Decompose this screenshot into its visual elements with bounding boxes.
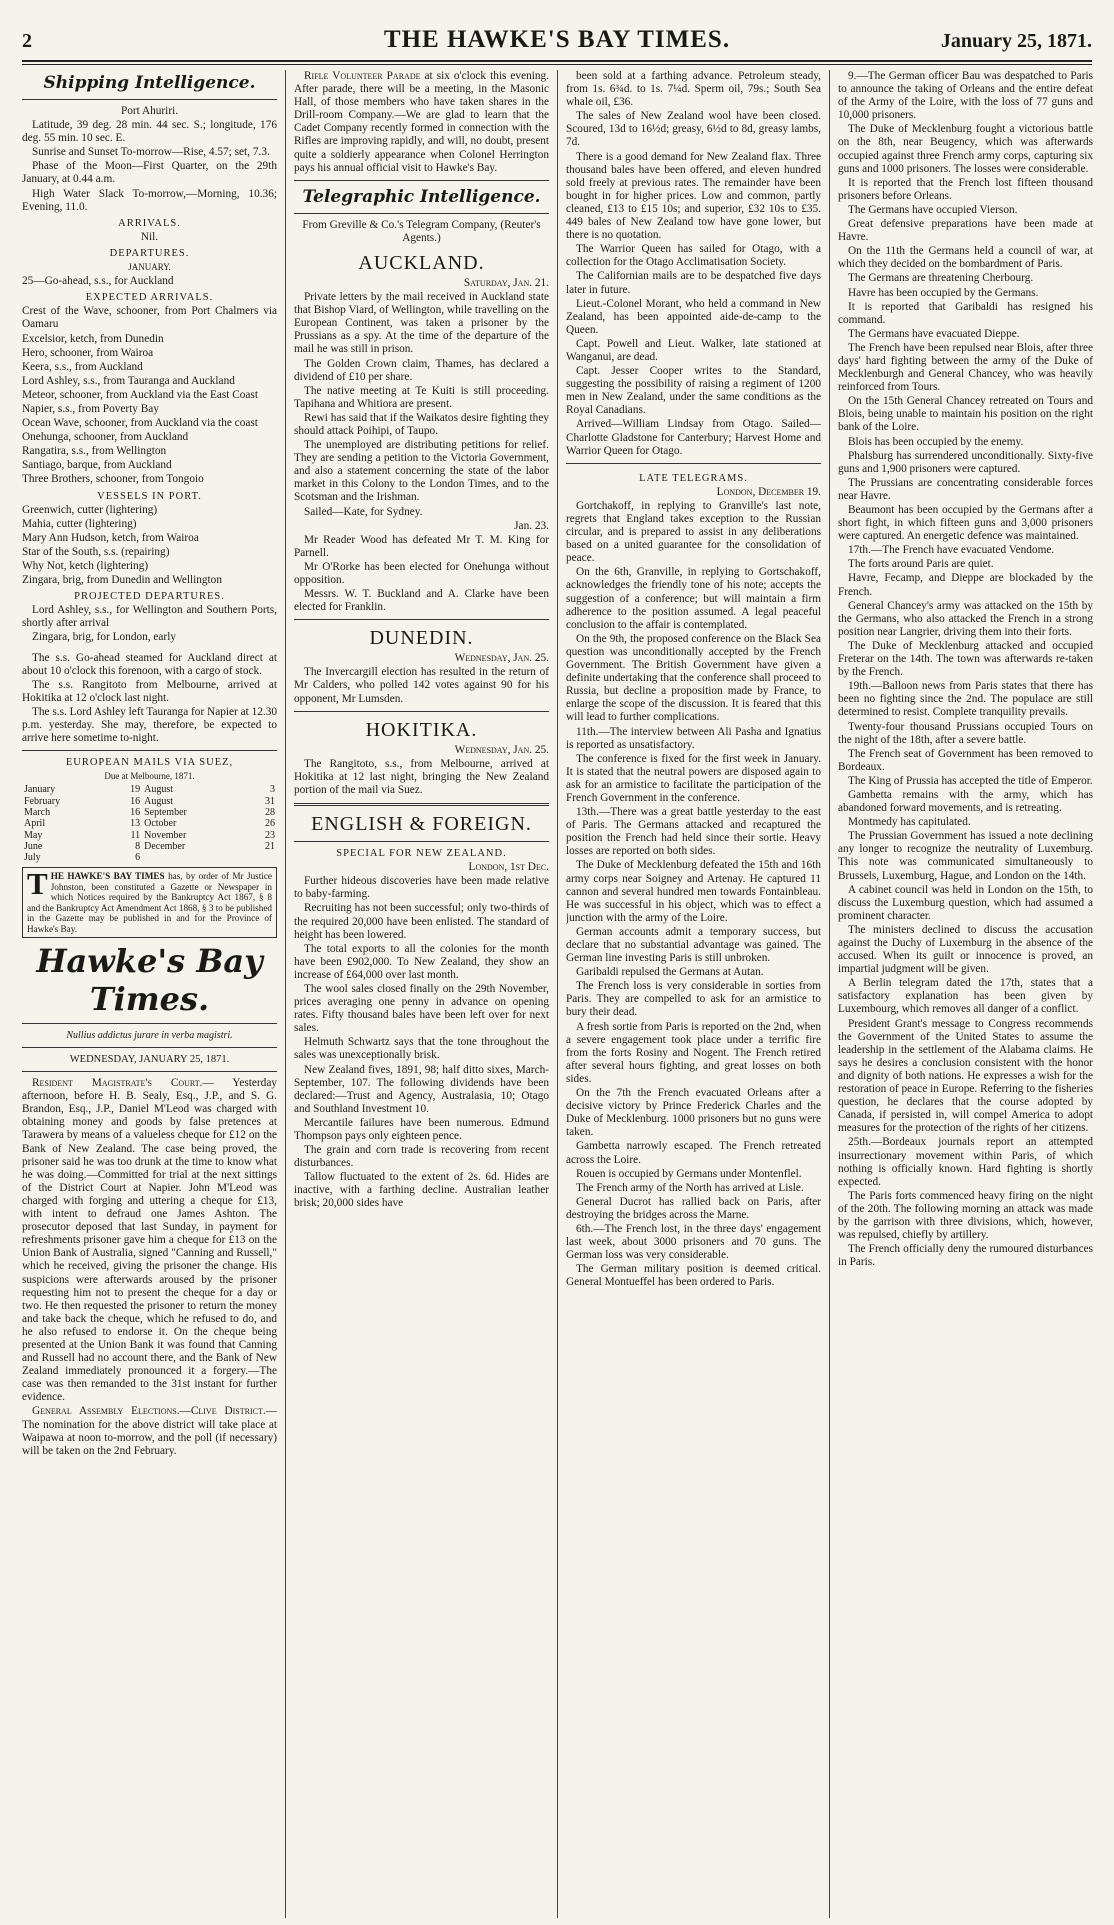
mails-table [22,784,277,863]
auckland-paragraphs-2 [294,534,549,615]
auckland-paragraph: Sailed—Kate, for Sydney. [304,505,423,518]
notice-heading: HE HAWKE'S BAY TIMES [50,871,165,882]
shipping-note: The s.s. Go-ahead steamed for Auckland direct at about 10 o'clock this forenoon, with a cargo of stock. [22,651,277,677]
page-header [22,26,1092,56]
header-date: January 25, 1871. [940,30,1092,52]
auckland-paragraph: Private letters by the mail received in Auckland state that Bishop Viard, of Wellington, while travelling on the European Continent, was taken a prisoner by the Prussians as a spy. At the time of the departure of the mail he was still in prison. [294,291,549,356]
war-news-paragraph: General Chancey's army was attacked on the 15th by the Germans, who also attacked the French in a strong position near Langrier, driving them into their forts. [838,599,1093,638]
commercial-paragraph: Arrived—William Lindsay from Otago. Sailed—Charlotte Gladstone for Canterbury; Harvest Home and Warrior Queen for Otago. [566,418,821,457]
assembly-lead: General Assembly Elections.—Clive District.— [32,1405,277,1418]
commercial-paragraph: Capt. Powell and Lieut. Walker, late stationed at Wanganui, are dead. [566,337,821,363]
mail-month: August [144,795,173,807]
late-telegram-paragraph: General Ducrot has rallied back on Paris, after destroying the bridges across the Marne. [566,1195,821,1221]
auckland-paragraph: The native meeting at Te Kuiti is still proceeding. Tapihana and Whitiora are present. [294,384,549,410]
rifle-article [294,70,549,175]
mail-day: 3 [270,784,275,796]
late-telegram-paragraphs [566,500,821,1290]
column-3 [566,70,821,1918]
war-news-paragraph: The Germans have occupied Vierson. [848,203,1018,216]
dunedin-heading: DUNEDIN. [369,627,474,650]
column-2 [294,70,549,1918]
hokitika-heading: HOKITIKA. [365,718,478,741]
page-number: 2 [22,30,32,52]
projected-list [22,604,277,644]
expected-item: Napier, s.s., from Poverty Bay [22,402,159,415]
mails-heading: EUROPEAN MAILS VIA SUEZ, [65,757,234,769]
port-name: Port Ahuriri. [120,105,179,117]
expected-item: Meteor, schooner, from Auckland via the East Coast [22,388,258,401]
dunedin-date: Wednesday, Jan. 25. [454,652,549,665]
mail-day: 21 [265,840,275,852]
projected-item: Lord Ashley, s.s., for Wellington and Southern Ports, shortly after arrival [22,604,277,630]
war-news-paragraph: It is reported that Garibaldi has resigned his command. [838,300,1093,326]
commercial-paragraphs [566,70,821,458]
telegraphic-heading: Telegraphic Intelligence. [302,186,541,207]
mail-day: 23 [265,829,275,841]
war-news-paragraph: Montmedy has capitulated. [848,816,971,829]
mail-day: 6 [135,852,141,864]
war-news-paragraph: It is reported that the French lost fifteen thousand prisoners before Orleans. [838,176,1093,202]
late-telegram-paragraph: Gortchakoff, in replying to Granville's last note, regrets that England takes exception to the Russian circular, and is prepared to assist in any deliberations based on a united guarantee for the consolidation of peace. [566,499,821,565]
ef-paragraph: Helmuth Schwartz says that the tone throughout the sales was unexceptionally brisk. [294,1036,549,1062]
shipping-notes [22,652,277,746]
english-foreign-heading: ENGLISH & FOREIGN. [311,813,532,836]
mail-day: 11 [130,829,141,841]
departures-heading: DEPARTURES. [109,247,190,259]
mail-day: 13 [130,818,141,830]
mail-day: 28 [265,807,275,818]
ef-paragraph: Recruiting has not been successful; only two-thirds of the required 20,000 have been enlisted. The standard of height has been lowered. [294,902,549,941]
masthead: Hawke's Bay Times. [36,941,263,1018]
special-heading: SPECIAL FOR NEW ZEALAND. [336,848,507,860]
war-news-paragraph: President Grant's message to Congress recommends the Government of the United States to assume the leadership in the settlement of the Alabama claims. He says he desires a conclusion consistent with the honor and dignity of both nations. He expresses a wish for the restoration of peace in Europe. Referring to the fisheries question, he declares that the course adopted by Canada, if persisted in, will compel America to adopt measures for the protection of the rights of her citizens. [838,1017,1093,1135]
expected-heading: EXPECTED ARRIVALS. [85,292,214,304]
late-telegram-paragraph: A fresh sortie from Paris is reported on the 2nd, when a severe engagement took place under a terrific fire from the forts Rosiny and Nogent. The French retired after several hours fighting, and great losses on both sides. [566,1020,821,1085]
expected-item: Onehunga, schooner, from Auckland [22,431,189,444]
mail-day: 16 [130,807,141,818]
header-rule-thin [22,64,1092,65]
auckland-paragraph: The unemployed are distributing petitions for relief. They are sending a petition to the Victoria Government, and also a statement concerning the state of the labor market in this Colony to the London Times, and to the Scotsman and the Irishman. [294,439,549,504]
mail-day: 31 [265,795,275,807]
mail-month: May [24,829,43,841]
war-news-paragraph: The King of Prussia has accepted the title of Emperor. [848,774,1093,787]
ef-paragraph: New Zealand fives, 1891, 98; half ditto sixes, March-September, 107. The following dividends have been declared:—Trust and Agency, Australasia, 10; Otago and Southland Investment 10. [294,1063,549,1115]
mail-day: 16 [130,795,141,807]
port-info-line: Latitude, 39 deg. 28 min. 44 sec. S.; longitude, 176 deg. 55 min. 10 sec. E. [22,119,277,145]
port-info-line: Sunrise and Sunset To-morrow—Rise, 4.57; set, 7.3. [32,146,270,159]
war-news-paragraph: The forts around Paris are quiet. [848,558,994,571]
war-news-paragraph: The Paris forts commenced heavy firing on the night of the 20th. The following morning an attack was made by the garrison with three divisions, which, however, was repulsed, chiefly by artillery. [838,1189,1093,1242]
war-news-paragraph: Twenty-four thousand Prussians occupied Tours on the night of the 18th, after a severe battle. [838,720,1093,746]
war-news-paragraph: Blois has been occupied by the enemy. [848,435,1024,448]
late-telegram-paragraph: On the 9th, the proposed conference on the Black Sea question was unconditionally accepted by the French Government. The British Government have given a definite undertaking that the conference shall proceed to Russia, but decline a proposition made by France, to enlarge the scope of the discussion. It is feared that this will lead to further complications. [566,632,821,724]
late-telegram-paragraph: The French loss is very considerable in sorties from Paris. They are compelled to ask for an armistice to bury their dead. [566,980,821,1019]
expected-item: Ocean Wave, schooner, from Auckland via the coast [22,417,258,430]
mail-month [142,852,246,863]
war-news-paragraphs [838,70,1093,1269]
mail-month: October [144,818,177,830]
war-news-paragraph: The ministers declined to discuss the accusation against the Duchy of Luxemburg in the absence of the accused. When its guilt or innocence is proved, an impartial judgment will be given. [838,923,1093,976]
ef-date: London, 1st Dec. [468,861,549,874]
rm-court-article [22,1077,277,1404]
assembly-article [22,1405,277,1457]
war-news-paragraph: The Prussians are concentrating considerable forces near Havre. [838,476,1093,502]
mail-month: January [24,784,56,796]
mail-month: September [144,807,187,818]
war-news-paragraph: Gambetta remains with the army, which has abandoned forward movements, and is retreating. [838,788,1093,815]
departure-item: 25—Go-ahead, s.s., for Auckland [22,275,174,288]
war-news-paragraph: The Germans have evacuated Dieppe. [848,327,1020,340]
mail-day: 8 [135,840,141,852]
mail-month: June [24,840,43,852]
expected-item: Excelsior, ketch, from Dunedin [22,332,164,345]
late-telegram-paragraph: 6th.—The French lost, in the three days' engagement last week, about 3000 prisoners and 70 guns. The German loss was very considerable. [566,1222,821,1262]
rifle-text: at six o'clock this evening. After parade, there will be a meeting, in the Masonic Hall, of those members who have taken shares in the Drill-room Company.—We are glad to learn that the Cadet Company recently formed in connection with the Rifles are improving rapidly, and will, no doubt, present quite a soldierly appearance when Colonel Herrington pays his annual official visit to Hawke's Bay. [294,70,549,174]
mail-month: March [24,807,51,818]
vessel-item: Star of the South, s.s. (repairing) [22,545,170,558]
expected-list [22,305,277,486]
projected-heading: PROJECTED DEPARTURES. [74,591,225,603]
war-news-paragraph: 19th.—Balloon news from Paris states that there has been no fighting since the 2nd. The populace are still determined to resist. Complete tranquility prevails. [838,680,1093,719]
rifle-lead: Rifle Volunteer Parade [304,70,421,82]
assembly-text: The nomination for the above district will take place at Waipawa at noon to-morrow, and the poll (if necessary) will be taken on the 2nd February. [22,1418,277,1457]
mails-row [22,830,277,841]
hokitika-text: The Rangitoto, s.s., from Melbourne, arrived at Hokitika at 12 last night, bringing the New Zealand portion of the mail via Suez. [294,757,549,796]
expected-item: Keera, s.s., from Auckland [22,360,143,373]
war-news-paragraph: Great defensive preparations have been made at Havre. [838,218,1093,244]
war-news-paragraph: A cabinet council was held in London on the 15th, to discuss the Luxemburg question, which had assumed a prominent character. [838,883,1093,922]
commercial-paragraph: been sold at a farthing advance. Petroleum steady, from 1s. 6¾d. to 1s. 7¼d. Sperm oil, 79s.; South Sea whale oil, £36. [566,70,821,109]
notice-body: has, by order of Mr Justice Johnston, been constituted a Gazette or Newspaper in which Notices required by the Bankruptcy Act 1867, § 8 and the Bankruptcy Act Amendment Act 1868, § 3 to be published in the Gazette may be published in and for the Province of Hawke's Bay. [27,871,272,934]
war-news-paragraph: The Duke of Mecklenburg attacked and occupied Freterar on the 14th. The town was afterwards re-taken by the French. [838,639,1093,679]
commercial-paragraph: The Californian mails are to be despatched five days later in future. [566,270,821,296]
rm-court-lead: Resident Magistrate's Court.— [32,1077,214,1090]
late-telegram-paragraph: On the 7th the French evacuated Orleans after a decisive victory by Prince Frederick Charles and the Duke of Mecklenburg. 1000 prisoners but no guns were taken. [566,1087,821,1139]
war-news-paragraph: The Duke of Mecklenburg fought a victorious battle on the 8th, near Beugency, which was afterwards occupied against three French army corps, capturing six guns and 1000 prisoners. The losses were considerable. [838,123,1093,175]
mail-month: August [144,784,173,796]
ef-paragraph: Further hideous discoveries have been made relative to baby-farming. [294,875,549,901]
commercial-paragraph: There is a good demand for New Zealand flax. Three thousand bales have been offered, and eleven hundred sold freely at previous rates. The remainder have been bought in for higher prices. Low and common, partly cleaned, £13 to £15 10s; and superior, £32 10s to £35. 449 bales of New Zealand tow have gone lower, but there is no quotation. [566,150,821,242]
expected-item: Hero, schooner, from Wairoa [22,346,154,359]
vessel-item: Greenwich, cutter (lightering) [22,503,158,516]
motto: Nullius addictus jurare in verba magistri. [66,1029,233,1041]
mails-subheading: Due at Melbourne, 1871. [104,771,195,782]
late-telegram-paragraph: The French army of the North has arrived at Lisle. [576,1181,804,1194]
page-columns [22,70,1092,1918]
hokitika-date: Wednesday, Jan. 25. [454,743,549,756]
mails-row [22,818,277,829]
ef-paragraph: The total exports to all the colonies for the month have been £902,000. To New Zealand, they show an increase of £64,000 over last month. [294,942,549,981]
late-telegram-paragraph: Rouen is occupied by Germans under Montenflel. [576,1167,802,1180]
auckland-paragraph: Mr O'Rorke has been elected for Onehunga without opposition. [294,560,549,586]
vessel-item: Mahia, cutter (lightering) [22,517,137,530]
auckland-paragraph: Mr Reader Wood has defeated Mr T. M. King for Parnell. [294,533,549,559]
column-1 [22,70,277,1918]
expected-item: Rangatira, s.s., from Wellington [22,445,167,458]
late-telegram-paragraph: Garibaldi repulsed the Germans at Autan. [576,966,764,979]
ef-paragraph: The wool sales closed finally on the 29th November, prices averaging one penny in advance on opening rates. Fifty thousand bales have been left over for next sales. [294,982,549,1035]
war-news-paragraph: The French officially deny the rumoured disturbances in Paris. [838,1243,1093,1269]
issue-date: WEDNESDAY, JANUARY 25, 1871. [69,1054,230,1066]
shipping-heading: Shipping Intelligence. [43,73,256,93]
english-foreign-paragraphs [294,875,549,1210]
ef-paragraph: Mercantile failures have been numerous. Edmund Thompson pays only eighteen pence. [294,1116,549,1142]
vessel-item: Why Not, ketch (lightering) [22,560,149,572]
mail-day [246,852,277,863]
auckland-paragraph: Messrs. W. T. Buckland and A. Clarke have been elected for Franklin. [294,588,549,614]
late-telegram-paragraph: German accounts admit a temporary success, but declare that no substantial advantage was gained. The German line investing Paris is still unbroken. [566,925,821,965]
late-telegrams-date: London, December 19. [716,485,821,498]
late-telegram-paragraph: 11th.—The interview between Ali Pasha and Ignatius is reported as unsatisfactory. [566,725,821,751]
mail-day: 19 [130,784,141,796]
war-news-paragraph: A Berlin telegram dated the 17th, states that a satisfactory explanation has been given by Luxembourg, which removes all danger of a conflict. [838,977,1093,1016]
war-news-paragraph: On the 11th the Germans held a council of war, at which they decided on the bombardment of Paris. [838,245,1093,271]
mails-row [22,807,277,818]
late-telegrams-heading: LATE TELEGRAMS. [639,472,748,484]
projected-item: Zingara, brig, for London, early [32,631,176,644]
late-telegram-paragraph: The conference is fixed for the first week in January. It is stated that the neutral powers are disposed again to ask for an armistice to facilitate the participation of the French Government in the conference. [566,752,821,804]
late-telegram-paragraph: Gambetta narrowly escaped. The French retreated across the Loire. [566,1140,821,1166]
late-telegram-paragraph: The German military position is deemed critical. General Montueffel has been ordered to Paris. [566,1263,821,1289]
expected-item: Three Brothers, schooner, from Tongoio [22,473,204,486]
mail-day: 26 [265,818,275,830]
late-telegram-paragraph: 13th.—There was a great battle yesterday to the east of Paris. The Germans attacked and recaptured the position the French had held since their sortie. Heavy losses are reported on both sides. [566,806,821,858]
auckland-paragraph: Rewi has said that if the Waikatos desire fighting they should attack Poihipi, of Taupo. [294,411,549,437]
column-4 [838,70,1093,1918]
mails-row [22,852,277,863]
arrivals-heading: ARRIVALS. [118,217,181,229]
port-info [22,119,277,214]
gazette-notice [22,867,277,937]
ef-paragraph: Tallow fluctuated to the extent of 2s. 6d. Hides are inactive, with a farthing decline. Australian leather brisk; 20,000 sides have [294,1171,549,1210]
war-news-paragraph: The French seat of Government has been removed to Bordeaux. [838,747,1093,773]
mail-month: December [144,840,186,852]
war-news-paragraph: Havre has been occupied by the Germans. [848,286,1039,299]
auckland-date: Saturday, Jan. 21. [463,276,549,289]
auckland-date-2: Jan. 23. [514,519,549,532]
dunedin-text: The Invercargill election has resulted in the return of Mr Calders, who polled 142 votes against 90 for his opponent, Mr Lumsden. [294,666,549,705]
mails-row [22,796,277,807]
war-news-paragraph: Phalsburg has surrendered unconditionally. Sixty-five guns and 1,900 prisoners were captured. [838,449,1093,475]
late-telegram-paragraph: The Duke of Mecklenburg defeated the 15th and 16th army corps near Soigney and Artenay. He captured 11 cannon and several hundred men towards Fontainbleau. He was successful in his object, which was to effect a junction with the army of the Loire. [566,859,821,924]
auckland-paragraphs [294,291,549,519]
departures-month: JANUARY. [128,262,171,273]
port-info-line: Phase of the Moon—First Quarter, on the 29th January, at 0.44 a.m. [22,160,277,186]
war-news-paragraph: On the 15th General Chancey retreated on Tours and Blois, being unable to maintain his position on the right bank of the Loire. [838,395,1093,434]
war-news-paragraph: 9.—The German officer Bau was despatched to Paris to announce the taking of Orleans and the entire defeat of the Army of the Loire, with the loss of 77 guns and 10,000 prisoners. [838,70,1093,122]
war-news-paragraph: The Germans are threatening Cherbourg. [848,272,1034,285]
shipping-note: The s.s. Rangitoto from Melbourne, arrived at Hokitika at 12 o'clock last night. [22,678,277,704]
war-news-paragraph: 25th.—Bordeaux journals report an attempted insurrectionary movement within Paris, of which nothing is officially known. Hard fighting is shortly expected. [838,1136,1093,1188]
mail-month: February [24,795,61,807]
war-news-paragraph: The French have been repulsed near Blois, after three days' hard fighting between the army of the Duke of Mecklenburgh and General Chancey, who was heavily reinforced from Tours. [838,341,1093,394]
war-news-paragraph: Havre, Fecamp, and Dieppe are blockaded by the French. [838,572,1093,598]
vessel-item: Zingara, brig, from Dunedin and Wellington [22,574,222,587]
mail-month: July [24,852,41,864]
expected-item: Lord Ashley, s.s., from Tauranga and Auckland [22,374,235,387]
departures-list [22,275,277,288]
ef-paragraph: The grain and corn trade is recovering from recent disturbances. [294,1144,549,1170]
vessels-list [22,504,277,588]
mails-row [22,841,277,852]
expected-item: Crest of the Wave, schooner, from Port Chalmers via Oamaru [22,305,277,331]
mail-month: April [24,818,46,830]
mails-row [22,784,277,795]
late-telegram-paragraph: On the 6th, Granville, in replying to Gortschakoff, acknowledges the friendly tone of his note; accepts the suggestion of a conference; but will maintain a firm adherence to the position assumed. A legal peaceful conclusion to the affair is contemplated. [566,566,821,631]
mail-month: November [144,829,187,841]
auckland-heading: AUCKLAND. [358,251,485,274]
telegram-source: From Greville & Co.'s Telegram Company, (Reuter's Agents.) [302,218,541,244]
war-news-paragraph: Beaumont has been occupied by the Germans after a short fight, in which fifteen guns and 3,000 prisoners were captured. An energetic defence was maintained. [838,504,1093,543]
arrivals-nil: Nil. [140,230,159,243]
commercial-paragraph: The sales of New Zealand wool have been closed. Scoured, 13d to 16½d; greasy, 6½d to 8d, greasy lambs, 7d. [566,110,821,149]
header-rule [22,60,1092,62]
auckland-paragraph: The Golden Crown claim, Thames, has declared a dividend of £10 per share. [294,357,549,383]
war-news-paragraph: The Prussian Government has issued a note declining any longer to recognize the neutrality of Luxemburg. This note was communicated simultaneously to Brussels, Luxemburg, Hague, and London on the 14th. [838,830,1093,882]
vessel-item: Mary Ann Hudson, ketch, from Wairoa [22,531,199,544]
paper-title: THE HAWKE'S BAY TIMES. [383,26,731,53]
expected-item: Santiago, barque, from Auckland [22,459,172,472]
vessels-heading: VESSELS IN PORT. [97,490,202,502]
war-news-paragraph: 17th.—The French have evacuated Vendome. [848,544,1055,557]
commercial-paragraph: The Warrior Queen has sailed for Otago, with a collection for the Otago Acclimatisation Society. [566,243,821,269]
commercial-paragraph: Capt. Jesser Cooper writes to the Standard, suggesting the possibility of raising a regiment of 1200 men in New Zealand, under the same conditions as the Royal Canadians. [566,365,821,417]
port-info-line: High Water Slack To-morrow,—Morning, 10.36; Evening, 11.0. [22,187,277,213]
commercial-paragraph: Lieut.-Colonel Morant, who held a command in New Zealand, has been appointed aide-de-camp to the Queen. [566,297,821,336]
rm-court-text: Yesterday afternoon, before H. B. Sealy, Esq., J.P., and S. G. Brandon, Esq., J.P., Daniel M'Leod was charged with obtaining money and goods by false pretences at Tarawera by means of a valueless cheque for £12 on the Bank of New Zealand. The case being proved, the prisoner said he was too drunk at the time to know what he was doing.—Committed for trial at the next sittings of the District Court at Napier. John M'Leod was charged with forging and uttering a cheque for £13, with intent to defraud one James Ashton. The prosecutor deposed that last Sunday, in payment for refreshments prisoner gave him a cheque for £13 on the Union Bank of Australia, signed "Canning and Russell," which he received, giving the prisoner the change. His suspicions were afterwards aroused by the prisoner requesting him not to present the cheque for a day or two. He then requested the prisoner to return the money and take back the cheque, which he refused to do, and he also refused to endorse it. On the cheque being presented at the Union Bank it was found that Canning and Russell had no account there, and the Bank of New Zealand immediately pronounced it a forgery.—The case was then remanded to the 31st instant for further evidence. [22,1077,277,1404]
notice-drop-cap: T [27,866,48,902]
shipping-note: The s.s. Lord Ashley left Tauranga for Napier at 12.30 p.m. yesterday. She may, therefore, be expected to arrive here sometime to-night. [22,705,277,745]
